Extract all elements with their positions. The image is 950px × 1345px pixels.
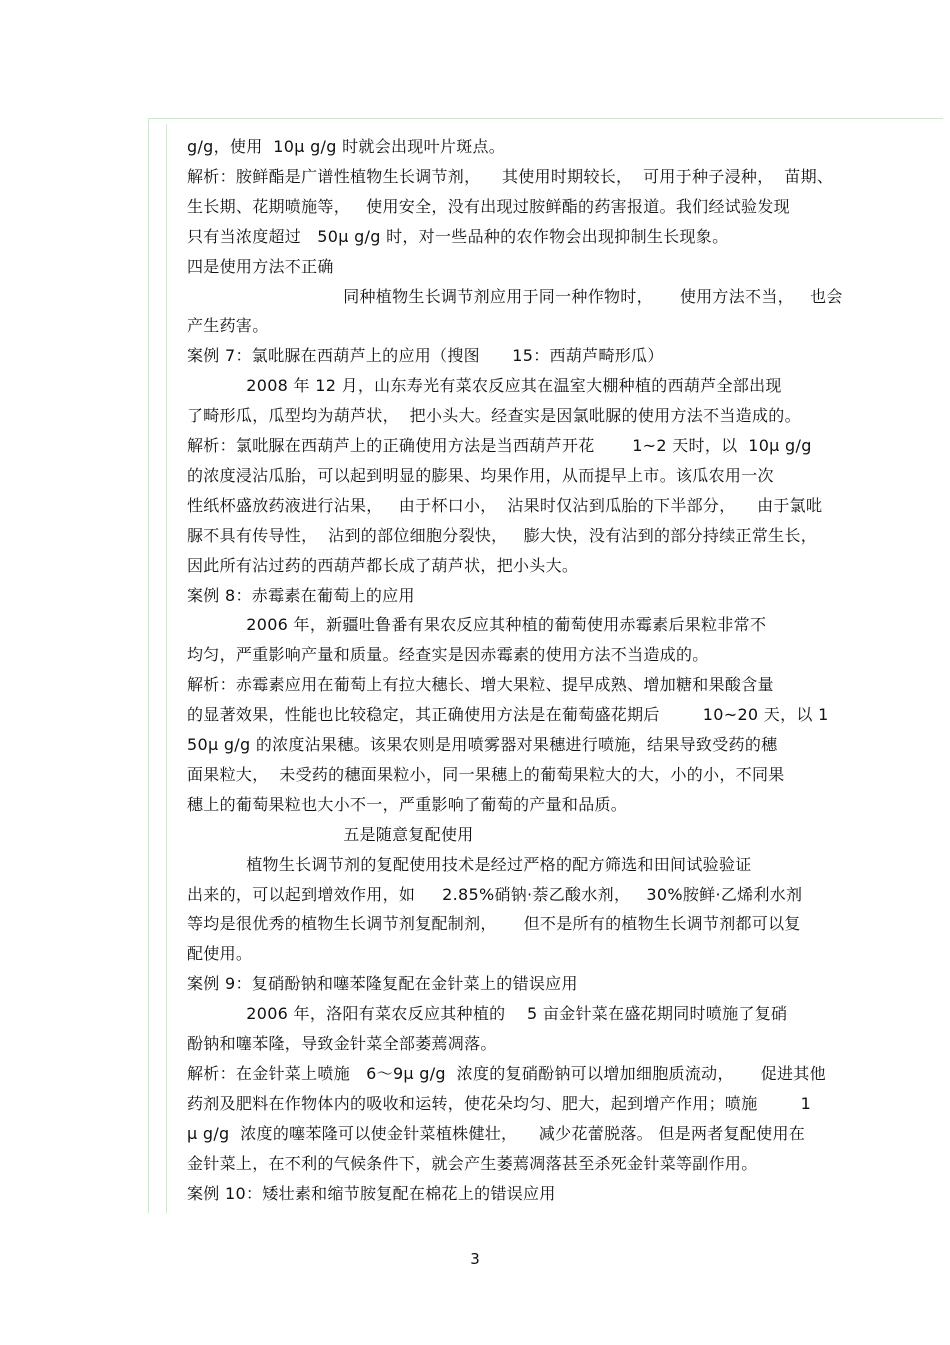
text-line: μ g/g 浓度的噻苯隆可以使金针菜植株健壮， 减少花蕾脱落。 但是两者复配使用在 [187,1123,806,1143]
text-line: 植物生长调节剂的复配使用技术是经过严格的配方筛选和田间试验验证 [187,854,752,874]
text-line: 解析：赤霉素应用在葡萄上有拉大穗长、增大果粒、提早成熟、增加糖和果酸含量 [187,675,774,695]
text-line: 解析：氯吡脲在西葫芦上的正确使用方法是当西葫芦开花 1~2 天时，以 10μ g/g [187,436,812,455]
text-line: 性纸杯盛放药液进行沾果， 由于杯口小， 沾果时仅沾到瓜胎的下半部分， 由于氯吡 [187,495,823,515]
text-line: 同种植物生长调节剂应用于同一种作物时， 使用方法不当， 也会 [187,286,843,306]
text-line: 酚钠和噻苯隆，导致金针菜全部萎蔫凋落。 [187,1034,497,1053]
text-line: 了畸形瓜，瓜型均为葫芦状， 把小头大。经查实是因氯吡脲的使用方法不当造成的。 [187,406,801,426]
text-line: 穗上的葡萄果粒也大小不一，严重影响了葡萄的产量和品质。 [187,794,628,814]
text-line: 案例 7：氯吡脲在西葫芦上的应用（搜图 15：西葫芦畸形瓜） [187,346,664,366]
text-line: 金针菜上，在不利的气候条件下，就会产生萎蔫凋落甚至杀死金针菜等副作用。 [187,1153,758,1173]
page-frame-left [148,118,149,1213]
text-line: 出来的，可以起到增效作用，如 2.85%硝钠·萘乙酸水剂， 30%胺鲜·乙烯利水剂 [187,884,803,904]
text-line: 产生药害。 [187,316,269,336]
text-line: 因此所有沾过药的西葫芦都长成了葫芦状，把小头大。 [187,555,579,575]
text-line: 等均是很优秀的植物生长调节剂复配制剂， 但不是所有的植物生长调节剂都可以复 [187,914,801,934]
text-line: 均匀，严重影响产量和质量。经查实是因赤霉素的使用方法不当造成的。 [187,645,709,665]
page-frame-top [148,118,943,119]
text-line: 解析：在金针菜上喷施 6～9μ g/g 浓度的复硝酚钠可以增加细胞质流动， 促进其他 [187,1063,826,1083]
page-number: 3 [470,1250,480,1268]
text-line: 配使用。 [187,944,253,964]
text-line: 2006 年，洛阳有菜农反应其种植的 5 亩金针菜在盛花期同时喷施了复硝 [187,1004,788,1024]
text-line: 四是使用方法不正确 [187,256,334,276]
text-line: g/g，使用 10μ g/g 时就会出现叶片斑点。 [187,137,506,156]
text-line: 解析：胺鲜酯是广谱性植物生长调节剂， 其使用时期较长， 可用于种子浸种， 苗期、 [187,166,834,186]
text-line: 五是随意复配使用 [187,824,474,844]
text-line: 案例 9：复硝酚钠和噻苯隆复配在金针菜上的错误应用 [187,974,578,994]
text-line: 面果粒大， 未受药的穗面果粒小，同一果穗上的葡萄果粒大的大，小的小，不同果 [187,764,785,784]
text-line: 的浓度浸沾瓜胎，可以起到明显的膨果、均果作用，从而提早上市。该瓜农用一次 [187,465,774,485]
text-line: 50μ g/g 的浓度沾果穗。该果农则是用喷雾器对果穗进行喷施，结果导致受药的穗 [187,735,778,754]
text-line: 2008 年 12 月，山东寿光有菜农反应其在温室大棚种植的西葫芦全部出现 [187,376,782,396]
text-line: 脲不具有传导性， 沾到的部位细胞分裂快， 膨大快，没有沾到的部分持续正常生长， [187,525,818,545]
text-line: 的显著效果，性能也比较稳定，其正确使用方法是在葡萄盛花期后 10~20 天，以 1 [187,705,829,725]
text-line: 案例 8：赤霉素在葡萄上的应用 [187,585,415,605]
text-line: 生长期、花期喷施等， 使用安全，没有出现过胺鲜酯的药害报道。我们经试验发现 [187,196,790,216]
text-line: 只有当浓度超过 50μ g/g 时，对一些品种的农作物会出现抑制生长现象。 [187,226,729,246]
text-line: 案例 10：矮壮素和缩节胺复配在棉花上的错误应用 [187,1183,556,1203]
page-frame-inner [166,124,167,1213]
text-line: 药剂及肥料在作物体内的吸收和运转，使花朵均匀、肥大，起到增产作用；喷施 1 [187,1093,812,1113]
text-line: 2006 年，新疆吐鲁番有果农反应其种植的葡萄使用赤霉素后果粒非常不 [187,615,767,635]
